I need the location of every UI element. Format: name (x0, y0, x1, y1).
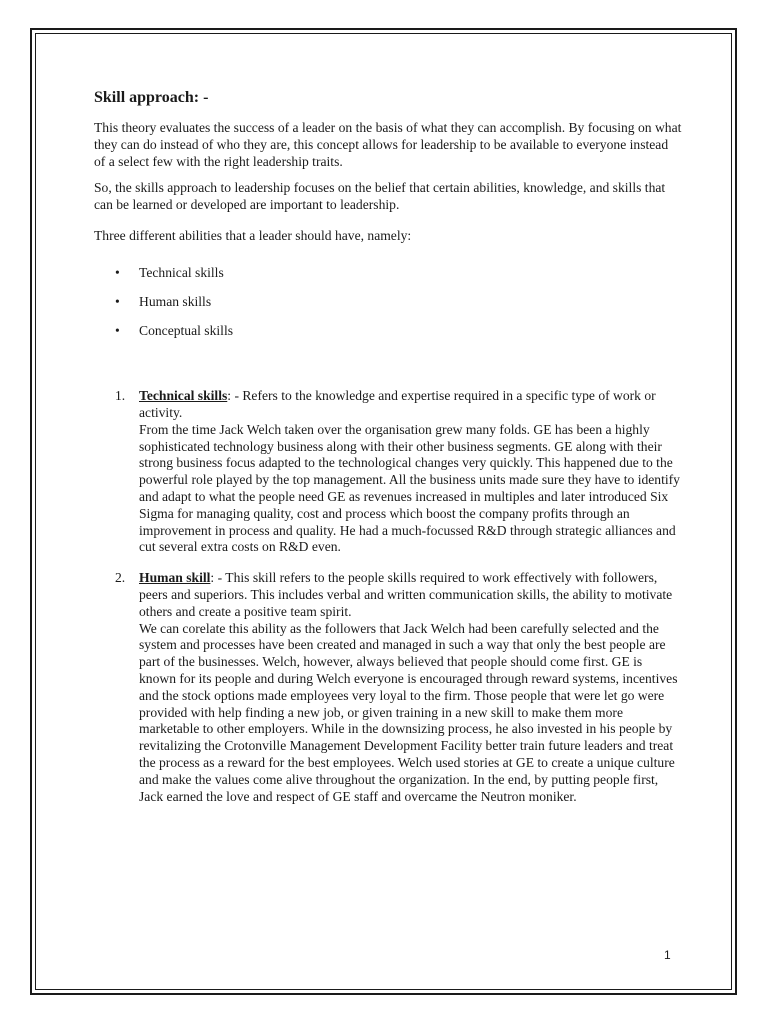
paragraph-2: So, the skills approach to leadership focuses on the belief that certain abilities, knowledge, and skills that can be learned or developed are important to leadership. (94, 180, 666, 213)
skills-detail-list (94, 388, 682, 805)
section-number: 2. (115, 570, 126, 586)
skill-section-technical (94, 388, 682, 556)
list-item (94, 265, 682, 282)
skill-section-human (94, 570, 682, 805)
section-body: From the time Jack Welch taken over the organisation grew many folds. GE has been a highly sophisticated technology business along with their other business segments. GE along with their strong business focus adapted to the technological changes very quickly. This happened due to the powerful role played by the top management. All the business units made sure they have to identify and adapt to what the people need GE as revenues increased in multiples and later introduced Six Sigma for managing quality, cost and process which boost the company profits through an improvement in process and quality. He had a much-focussed R&D through strategic alliances and cut several extra costs on R&D even. (139, 421, 680, 555)
list-item-label: Conceptual skills (139, 323, 234, 339)
section-term: Human skill (139, 570, 211, 586)
section-definition (139, 570, 682, 620)
section-definition-text: : - This skill refers to the people skills required to work effectively with followers, peers and superiors. This includes verbal and written communication skills, the ability to motivate others and create a positive team spirit. (139, 570, 673, 619)
section-heading: Skill approach: - (94, 89, 209, 106)
bullet-icon: • (115, 294, 120, 310)
abilities-intro: Three different abilities that a leader should have, namely: (94, 227, 412, 243)
section-number: 1. (115, 388, 126, 404)
abilities-list (94, 265, 682, 340)
document-body (94, 88, 682, 819)
paragraph-1: This theory evaluates the success of a leader on the basis of what they can accomplish. By focusing on what they can do instead of who they are, this concept allows for leadership to be available to everyone instead of a select few with the right leadership traits. (94, 120, 682, 169)
list-item (94, 294, 682, 311)
list-item (94, 323, 682, 340)
page-number: 1 (664, 948, 671, 962)
list-item-label: Technical skills (139, 264, 224, 280)
bullet-icon: • (115, 264, 120, 280)
list-item-label: Human skills (139, 294, 212, 310)
section-definition-text: : - Refers to the knowledge and expertise required in a specific type of work or activity. (139, 388, 656, 420)
section-term: Technical skills (139, 388, 228, 404)
bullet-icon: • (115, 323, 120, 339)
section-body: We can corelate this ability as the followers that Jack Welch had been carefully selected and the system and processes have been created and managed in such a way that only the best people are part of the businesses. Welch, however, always believed that people should come first. GE is known for its people and during Welch everyone is encouraged through reward systems, incentives and the stock options made employees very loyal to the firm. Those people that were let go were provided with help finding a new job, or given training in a new skill to make them more marketable to other employers. While in the downsizing process, he also invested in his people by revitalizing the Crotonville Management Development Facility better train future leaders and treat the process as a reward for the best employees. Welch used stories at GE to create a unique culture and make the values come alive throughout the organization. In the end, by putting people first, Jack earned the love and respect of GE staff and overcame the Neutron moniker. (139, 620, 678, 804)
section-definition (139, 388, 682, 422)
